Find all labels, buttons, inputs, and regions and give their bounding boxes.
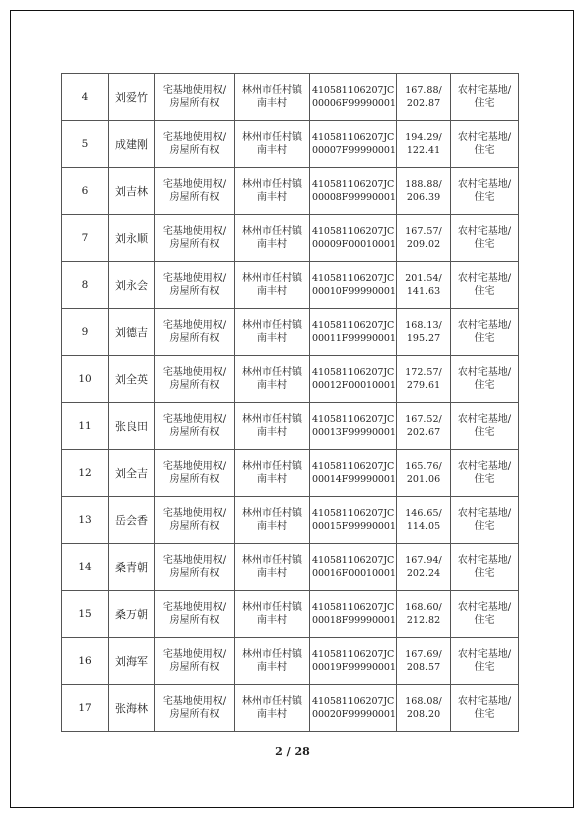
- cell-location: [235, 591, 310, 638]
- cell-number: 6: [62, 168, 109, 215]
- cell-unit-code-line: 410581106207JC: [312, 367, 395, 378]
- cell-location-line: 南丰村: [257, 192, 287, 203]
- cell-usage-line: 农村宅基地/: [457, 461, 512, 472]
- cell-location-line: 林州市任村镇: [242, 461, 302, 472]
- cell-right-type-line: 房屋所有权: [169, 521, 220, 532]
- cell-right-type-line: 房屋所有权: [169, 145, 220, 156]
- cell-usage: [451, 403, 519, 450]
- cell-unit-code: [310, 168, 397, 215]
- cell-unit-code: [310, 450, 397, 497]
- cell-usage-line: 农村宅基地/: [457, 273, 512, 284]
- cell-location-line: 南丰村: [257, 145, 287, 156]
- cell-right-type-line: 宅基地使用权/: [162, 414, 227, 425]
- cell-unit-code-line: 00015F99990001: [312, 521, 396, 532]
- cell-location: [235, 74, 310, 121]
- table-row: [62, 544, 519, 591]
- cell-unit-code-line: 410581106207JC: [312, 696, 395, 707]
- cell-unit-code-line: 410581106207JC: [312, 85, 395, 96]
- cell-usage-line: 住宅: [474, 98, 495, 109]
- cell-area: [397, 685, 451, 732]
- cell-usage-line: 农村宅基地/: [457, 696, 512, 707]
- cell-unit-code-line: 410581106207JC: [312, 226, 395, 237]
- cell-area-line: 202.24: [406, 568, 441, 579]
- cell-area-line: 168.13/: [405, 320, 442, 331]
- cell-area-line: 208.57: [406, 662, 441, 673]
- cell-right-type-line: 房屋所有权: [169, 239, 220, 250]
- cell-owner-name: 刘海军: [109, 638, 155, 685]
- cell-area-line: 212.82: [406, 615, 441, 626]
- cell-unit-code: [310, 591, 397, 638]
- cell-unit-code-line: 00008F99990001: [312, 192, 396, 203]
- cell-area: [397, 309, 451, 356]
- cell-location-line: 林州市任村镇: [242, 367, 302, 378]
- cell-right-type-line: 房屋所有权: [169, 380, 220, 391]
- cell-location: [235, 544, 310, 591]
- cell-usage-line: 农村宅基地/: [457, 132, 512, 143]
- cell-usage: [451, 450, 519, 497]
- cell-location-line: 林州市任村镇: [242, 132, 302, 143]
- cell-usage: [451, 74, 519, 121]
- cell-right-type-line: 房屋所有权: [169, 568, 220, 579]
- cell-owner-name: 成建刚: [109, 121, 155, 168]
- cell-unit-code: [310, 309, 397, 356]
- cell-unit-code: [310, 121, 397, 168]
- table-row: [62, 356, 519, 403]
- cell-location: [235, 215, 310, 262]
- cell-area-line: 167.69/: [405, 649, 442, 660]
- cell-right-type-line: 房屋所有权: [169, 333, 220, 344]
- cell-usage: [451, 497, 519, 544]
- cell-usage-line: 住宅: [474, 192, 495, 203]
- cell-area-line: 201.06: [406, 474, 441, 485]
- cell-number: 4: [62, 74, 109, 121]
- cell-usage-line: 住宅: [474, 145, 495, 156]
- cell-number: 7: [62, 215, 109, 262]
- cell-unit-code: [310, 262, 397, 309]
- cell-right-type-line: 宅基地使用权/: [162, 320, 227, 331]
- cell-area-line: 165.76/: [405, 461, 442, 472]
- cell-unit-code-line: 410581106207JC: [312, 179, 395, 190]
- cell-owner-name: 桑万朝: [109, 591, 155, 638]
- cell-usage: [451, 168, 519, 215]
- cell-unit-code-line: 410581106207JC: [312, 320, 395, 331]
- cell-owner-name: 刘全英: [109, 356, 155, 403]
- cell-area: [397, 638, 451, 685]
- cell-number: 13: [62, 497, 109, 544]
- cell-unit-code: [310, 638, 397, 685]
- cell-right-type-line: 房屋所有权: [169, 615, 220, 626]
- cell-unit-code-line: 410581106207JC: [312, 649, 395, 660]
- cell-owner-name: 刘全吉: [109, 450, 155, 497]
- cell-usage-line: 住宅: [474, 333, 495, 344]
- cell-right-type-line: 宅基地使用权/: [162, 555, 227, 566]
- cell-area-line: 167.52/: [405, 414, 442, 425]
- cell-location: [235, 121, 310, 168]
- cell-area-line: 208.20: [406, 709, 441, 720]
- cell-right-type-line: 房屋所有权: [169, 192, 220, 203]
- cell-unit-code-line: 00010F99990001: [312, 286, 396, 297]
- cell-location-line: 南丰村: [257, 521, 287, 532]
- cell-unit-code-line: 00009F00010001: [312, 239, 396, 250]
- cell-location-line: 南丰村: [257, 662, 287, 673]
- table-row: [62, 403, 519, 450]
- cell-usage: [451, 591, 519, 638]
- cell-right-type-line: 宅基地使用权/: [162, 696, 227, 707]
- cell-right-type: [155, 544, 235, 591]
- cell-owner-name: 岳会香: [109, 497, 155, 544]
- cell-right-type-line: 宅基地使用权/: [162, 85, 227, 96]
- cell-unit-code-line: 00007F99990001: [312, 145, 396, 156]
- cell-location: [235, 403, 310, 450]
- cell-right-type-line: 宅基地使用权/: [162, 132, 227, 143]
- cell-unit-code-line: 410581106207JC: [312, 555, 395, 566]
- cell-right-type: [155, 497, 235, 544]
- cell-owner-name: 刘德吉: [109, 309, 155, 356]
- cell-right-type: [155, 591, 235, 638]
- cell-location-line: 南丰村: [257, 380, 287, 391]
- cell-area-line: 114.05: [406, 521, 441, 532]
- cell-number: 12: [62, 450, 109, 497]
- cell-area: [397, 497, 451, 544]
- cell-usage-line: 农村宅基地/: [457, 179, 512, 190]
- registration-table: [61, 73, 519, 732]
- table-row: [62, 591, 519, 638]
- cell-usage: [451, 544, 519, 591]
- cell-unit-code-line: 00016F00010001: [312, 568, 396, 579]
- cell-location: [235, 168, 310, 215]
- cell-usage-line: 住宅: [474, 568, 495, 579]
- cell-location-line: 林州市任村镇: [242, 226, 302, 237]
- cell-right-type: [155, 262, 235, 309]
- cell-area-line: 167.57/: [405, 226, 442, 237]
- cell-usage-line: 农村宅基地/: [457, 226, 512, 237]
- table-row: [62, 121, 519, 168]
- cell-area: [397, 215, 451, 262]
- cell-area-line: 188.88/: [405, 179, 442, 190]
- cell-number: 16: [62, 638, 109, 685]
- cell-usage: [451, 262, 519, 309]
- cell-location-line: 南丰村: [257, 568, 287, 579]
- cell-location: [235, 262, 310, 309]
- cell-right-type-line: 宅基地使用权/: [162, 602, 227, 613]
- table-row: [62, 638, 519, 685]
- cell-usage-line: 住宅: [474, 286, 495, 297]
- cell-area: [397, 450, 451, 497]
- cell-owner-name: 张海林: [109, 685, 155, 732]
- cell-location-line: 南丰村: [257, 474, 287, 485]
- cell-right-type-line: 宅基地使用权/: [162, 179, 227, 190]
- cell-area-line: 206.39: [406, 192, 441, 203]
- cell-right-type: [155, 168, 235, 215]
- cell-area-line: 172.57/: [405, 367, 442, 378]
- page-number: 2 / 28: [275, 745, 310, 758]
- cell-unit-code-line: 410581106207JC: [312, 132, 395, 143]
- cell-area-line: 209.02: [406, 239, 441, 250]
- cell-usage-line: 农村宅基地/: [457, 602, 512, 613]
- cell-number: 5: [62, 121, 109, 168]
- cell-owner-name: 张良田: [109, 403, 155, 450]
- table-row: [62, 450, 519, 497]
- cell-area-line: 194.29/: [405, 132, 442, 143]
- table-row: [62, 215, 519, 262]
- cell-unit-code: [310, 544, 397, 591]
- cell-usage-line: 农村宅基地/: [457, 555, 512, 566]
- cell-unit-code: [310, 215, 397, 262]
- cell-area: [397, 168, 451, 215]
- table-body: [62, 74, 519, 732]
- cell-area-line: 201.54/: [405, 273, 442, 284]
- cell-usage: [451, 638, 519, 685]
- cell-location-line: 南丰村: [257, 709, 287, 720]
- cell-location-line: 南丰村: [257, 286, 287, 297]
- cell-number: 8: [62, 262, 109, 309]
- cell-number: 15: [62, 591, 109, 638]
- cell-unit-code-line: 410581106207JC: [312, 602, 395, 613]
- cell-unit-code: [310, 685, 397, 732]
- cell-unit-code: [310, 74, 397, 121]
- cell-usage-line: 农村宅基地/: [457, 367, 512, 378]
- cell-unit-code-line: 410581106207JC: [312, 414, 395, 425]
- cell-area: [397, 262, 451, 309]
- cell-unit-code-line: 410581106207JC: [312, 273, 395, 284]
- cell-usage: [451, 309, 519, 356]
- cell-right-type: [155, 403, 235, 450]
- cell-area: [397, 121, 451, 168]
- cell-owner-name: 刘永会: [109, 262, 155, 309]
- cell-location-line: 南丰村: [257, 427, 287, 438]
- cell-usage-line: 农村宅基地/: [457, 85, 512, 96]
- cell-location-line: 南丰村: [257, 98, 287, 109]
- cell-right-type-line: 宅基地使用权/: [162, 508, 227, 519]
- cell-usage-line: 农村宅基地/: [457, 414, 512, 425]
- cell-right-type-line: 房屋所有权: [169, 98, 220, 109]
- cell-number: 10: [62, 356, 109, 403]
- cell-area-line: 141.63: [406, 286, 441, 297]
- cell-owner-name: 刘爱竹: [109, 74, 155, 121]
- cell-usage-line: 住宅: [474, 662, 495, 673]
- cell-right-type-line: 房屋所有权: [169, 474, 220, 485]
- cell-location-line: 林州市任村镇: [242, 602, 302, 613]
- cell-right-type: [155, 309, 235, 356]
- cell-right-type-line: 房屋所有权: [169, 662, 220, 673]
- cell-right-type-line: 宅基地使用权/: [162, 649, 227, 660]
- table-row: [62, 262, 519, 309]
- cell-number: 14: [62, 544, 109, 591]
- cell-right-type-line: 房屋所有权: [169, 286, 220, 297]
- cell-right-type: [155, 74, 235, 121]
- cell-location-line: 南丰村: [257, 239, 287, 250]
- cell-unit-code-line: 00013F99990001: [312, 427, 396, 438]
- cell-right-type-line: 宅基地使用权/: [162, 226, 227, 237]
- cell-usage-line: 农村宅基地/: [457, 508, 512, 519]
- cell-number: 9: [62, 309, 109, 356]
- cell-area-line: 146.65/: [405, 508, 442, 519]
- cell-usage: [451, 121, 519, 168]
- table-row: [62, 309, 519, 356]
- cell-usage-line: 住宅: [474, 474, 495, 485]
- cell-location: [235, 685, 310, 732]
- cell-location-line: 林州市任村镇: [242, 273, 302, 284]
- cell-right-type-line: 房屋所有权: [169, 709, 220, 720]
- cell-owner-name: 刘吉林: [109, 168, 155, 215]
- cell-right-type-line: 宅基地使用权/: [162, 367, 227, 378]
- cell-number: 11: [62, 403, 109, 450]
- cell-area-line: 202.87: [406, 98, 441, 109]
- cell-location-line: 林州市任村镇: [242, 555, 302, 566]
- cell-unit-code: [310, 403, 397, 450]
- cell-location: [235, 638, 310, 685]
- cell-location: [235, 309, 310, 356]
- cell-usage-line: 住宅: [474, 380, 495, 391]
- cell-usage-line: 住宅: [474, 239, 495, 250]
- cell-area: [397, 591, 451, 638]
- cell-right-type: [155, 638, 235, 685]
- cell-number: 17: [62, 685, 109, 732]
- cell-area-line: 168.60/: [405, 602, 442, 613]
- cell-location: [235, 497, 310, 544]
- cell-usage-line: 住宅: [474, 521, 495, 532]
- cell-area-line: 167.94/: [405, 555, 442, 566]
- cell-location: [235, 450, 310, 497]
- cell-location-line: 林州市任村镇: [242, 649, 302, 660]
- cell-usage-line: 农村宅基地/: [457, 320, 512, 331]
- cell-unit-code-line: 00014F99990001: [312, 474, 396, 485]
- cell-unit-code: [310, 356, 397, 403]
- cell-usage-line: 住宅: [474, 427, 495, 438]
- cell-usage: [451, 356, 519, 403]
- table-row: [62, 74, 519, 121]
- cell-unit-code-line: 410581106207JC: [312, 461, 395, 472]
- cell-right-type: [155, 450, 235, 497]
- cell-right-type: [155, 121, 235, 168]
- cell-area-line: 122.41: [406, 145, 441, 156]
- cell-area-line: 195.27: [406, 333, 441, 344]
- cell-area-line: 167.88/: [405, 85, 442, 96]
- cell-area-line: 168.08/: [405, 696, 442, 707]
- cell-area: [397, 403, 451, 450]
- cell-location-line: 林州市任村镇: [242, 320, 302, 331]
- cell-location-line: 林州市任村镇: [242, 85, 302, 96]
- cell-area-line: 279.61: [406, 380, 441, 391]
- cell-usage-line: 农村宅基地/: [457, 649, 512, 660]
- cell-area-line: 202.67: [406, 427, 441, 438]
- cell-unit-code-line: 00011F99990001: [312, 333, 396, 344]
- cell-area: [397, 544, 451, 591]
- cell-usage: [451, 685, 519, 732]
- cell-unit-code-line: 00019F99990001: [312, 662, 396, 673]
- cell-unit-code-line: 00012F00010001: [312, 380, 396, 391]
- table-row: [62, 168, 519, 215]
- cell-right-type-line: 宅基地使用权/: [162, 273, 227, 284]
- cell-location-line: 南丰村: [257, 615, 287, 626]
- cell-unit-code-line: 410581106207JC: [312, 508, 395, 519]
- cell-usage-line: 住宅: [474, 615, 495, 626]
- table-row: [62, 685, 519, 732]
- cell-unit-code-line: 00018F99990001: [312, 615, 396, 626]
- cell-right-type-line: 宅基地使用权/: [162, 461, 227, 472]
- cell-usage: [451, 215, 519, 262]
- cell-right-type: [155, 215, 235, 262]
- cell-unit-code-line: 00020F99990001: [312, 709, 396, 720]
- cell-right-type-line: 房屋所有权: [169, 427, 220, 438]
- cell-unit-code: [310, 497, 397, 544]
- cell-area: [397, 356, 451, 403]
- cell-location-line: 林州市任村镇: [242, 696, 302, 707]
- cell-usage-line: 住宅: [474, 709, 495, 720]
- cell-right-type: [155, 685, 235, 732]
- cell-location-line: 林州市任村镇: [242, 414, 302, 425]
- cell-owner-name: 刘永顺: [109, 215, 155, 262]
- cell-right-type: [155, 356, 235, 403]
- cell-location-line: 林州市任村镇: [242, 179, 302, 190]
- cell-location-line: 南丰村: [257, 333, 287, 344]
- cell-owner-name: 桑青朝: [109, 544, 155, 591]
- cell-location: [235, 356, 310, 403]
- cell-unit-code-line: 00006F99990001: [312, 98, 396, 109]
- cell-location-line: 林州市任村镇: [242, 508, 302, 519]
- table-row: [62, 497, 519, 544]
- cell-area: [397, 74, 451, 121]
